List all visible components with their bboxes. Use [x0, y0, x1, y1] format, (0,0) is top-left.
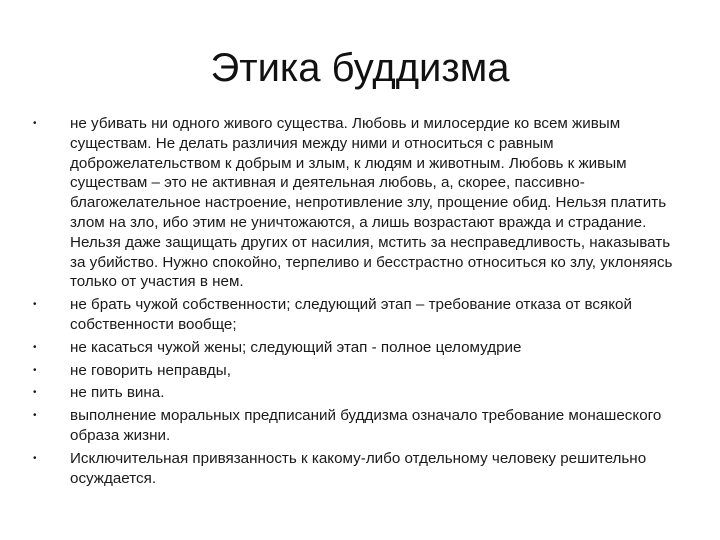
bullet-icon: •: [33, 364, 37, 376]
list-item: [33, 383, 686, 403]
bullet-icon: •: [33, 118, 37, 129]
bullet-icon: •: [33, 410, 37, 422]
list-item-text: не говорить неправды,: [70, 361, 231, 379]
bullet-list: [33, 114, 686, 491]
bullet-icon: •: [33, 341, 37, 353]
list-item: [33, 295, 686, 335]
bullet-icon: •: [33, 452, 37, 464]
list-item: [33, 338, 686, 358]
bullet-icon: •: [33, 299, 37, 311]
list-item-text: выполнение моральных предписаний буддизма означало требование монашеского образа жизни.: [70, 407, 662, 444]
list-item-text: не убивать ни одного живого существа. Любовь и милосердие ко всем живым существам. Не делать различия между ними и относиться с равным доброжелательством к добрым и злым, к людям и животным. Любовь к живым существам – это не активная и деятельная любовь, а, скорее, пассивно-благожелательное настроение, непротивление злу, прощение обид. Нельзя платить злом на зло, ибо этим не уничтожаются, а лишь возрастают вражда и страдание. Нельзя даже защищать других от насилия, мстить за несправедливость, наказывать за убийство. Нужно спокойно, терпеливо и бесстрастно относиться ко злу, уклоняясь только от участия в нем.: [70, 115, 673, 291]
list-item: [33, 449, 686, 489]
list-item-text: не брать чужой собственности; следующий этап – требование отказа от всякой собственности вообще;: [70, 296, 632, 333]
list-item: [33, 114, 686, 292]
list-item-text: не пить вина.: [70, 384, 165, 402]
slide-title: Этика буддизма: [210, 46, 510, 90]
list-item-text: не касаться чужой жены; следующий этап - полное целомудрие: [70, 338, 522, 356]
list-item: [33, 406, 686, 446]
list-item-text: Исключительная привязанность к какому-либо отдельному человеку решительно осуждается.: [70, 449, 647, 487]
bullet-icon: •: [33, 387, 37, 399]
list-item: [33, 361, 686, 381]
